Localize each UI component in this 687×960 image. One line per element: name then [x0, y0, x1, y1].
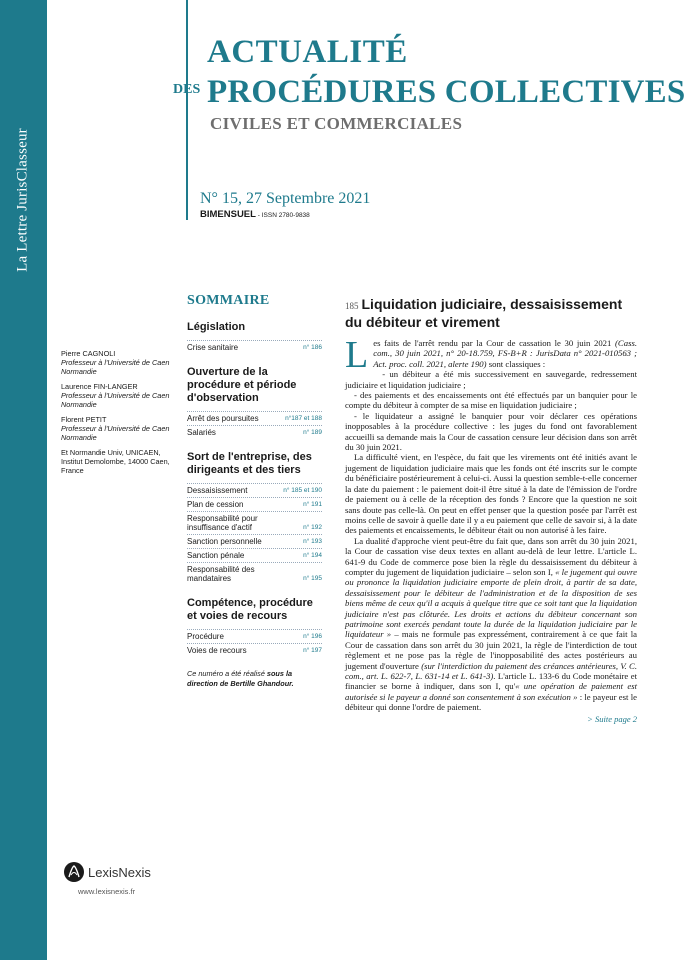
continued-link[interactable]: > Suite page 2	[587, 713, 637, 724]
author	[61, 415, 179, 442]
article-bullet: - le liquidateur a assigné le banquier pour voir déclarer ces opérations inopposables à la procédure collective : les juges du fond ont favorablement accueilli sa demande mais la Cour de cassation censure leur décision dans son arrêt du 30 juin 2021.	[345, 410, 637, 453]
toc-section	[187, 366, 322, 439]
toc-entry-ref: n° 185 et 190	[283, 487, 322, 494]
issue-number-date: N° 15, 27 Septembre 2021	[200, 190, 371, 207]
sidebar-band	[0, 0, 47, 960]
paragraph-text: . L'article L. 133-6 du Code monétaire et financier se borne à indiquer, dans son I, qu'	[345, 671, 637, 692]
citation: (sur l'interdiction du paiement des créances antérieures, V. C. com., art. L. 622-7, L. 631-14 et L. 641-3)	[345, 660, 637, 681]
toc-entry-label: Responsabilité des mandataires	[187, 565, 255, 583]
toc-entry-ref: n° 192	[303, 524, 322, 531]
quotation: « une opération de paiement est autorisée si le payeur a donné son consentement à son exécution »	[345, 681, 637, 702]
author-institution	[61, 448, 179, 475]
toc-entry[interactable]	[187, 643, 322, 657]
author-affiliation: Professeur à l'Université de Caen Normandie	[61, 358, 170, 376]
toc-section	[187, 597, 322, 657]
credit-text: Ce numéro a été réalisé	[187, 669, 267, 678]
editorial-credit	[187, 669, 322, 688]
author	[61, 349, 179, 376]
author-name: Florent PETIT	[61, 415, 107, 424]
toc-entry[interactable]	[187, 497, 322, 511]
article-number: 185	[345, 301, 359, 311]
toc-section-heading: Législation	[187, 321, 246, 333]
drop-cap: L	[345, 334, 369, 376]
author-name: Laurence FIN-LANGER	[61, 382, 138, 391]
masthead-line2: PROCÉDURES COLLECTIVES	[207, 74, 686, 110]
author-affiliation: Professeur à l'Université de Caen Normandie	[61, 424, 170, 442]
publication-series-title: La Lettre JurisClasseur	[14, 128, 31, 272]
toc-entry-ref: n° 191	[303, 501, 322, 508]
lexisnexis-logo-icon	[63, 861, 85, 883]
toc-entry-ref: n° 197	[303, 647, 322, 654]
issue-frequency	[200, 209, 310, 220]
institution-name: Et Normandie Univ, UNICAEN, Institut Demolombe, 14000 Caen, France	[61, 448, 170, 475]
toc-entry[interactable]	[187, 548, 322, 562]
toc-entry-label: Salariés	[187, 428, 216, 437]
paragraph-text: sont classiques :	[486, 358, 546, 369]
toc-entry-ref: n° 195	[303, 575, 322, 582]
toc-entry-label: Crise sanitaire	[187, 343, 239, 352]
toc-entry-ref: n° 193	[303, 538, 322, 545]
masthead-line1: ACTUALITÉ	[207, 34, 408, 70]
toc-entry-label: Procédure	[187, 632, 224, 641]
toc-entry-label: Responsabilité pour insuffisance d'actif	[187, 514, 258, 532]
header-rule	[186, 0, 188, 220]
masthead-des: DES	[173, 82, 201, 97]
logo-wordmark: LexisNexis	[88, 865, 151, 880]
authors-list	[61, 349, 179, 481]
lexisnexis-logo	[63, 861, 193, 885]
toc-section-heading: Ouverture de la procédure et période d'observation	[187, 366, 297, 404]
article-heading	[345, 296, 637, 330]
toc-section	[187, 321, 322, 354]
website-link[interactable]: www.lexisnexis.fr	[78, 887, 136, 896]
table-of-contents	[187, 293, 322, 688]
quotation: « le jugement qui ouvre ou prononce la liquidation judiciaire emporte de plein droit, à partir de sa date, dessaisissement pour le débiteur de l'administration et de la disposition de ses biens même de ceux qu'il a acquis à quelque titre que ce soit tant que la liquidation judiciaire n'est pas clôturée. Les droits et actions du débiteur concernant son patrimoine sont exercés pendant toute la durée de la liquidation judiciaire par le liquidateur »	[345, 566, 637, 640]
masthead-subtitle: CIVILES ET COMMERCIALES	[210, 114, 463, 133]
credit-direction: sous la direction de Bertille Ghandour.	[187, 669, 294, 688]
toc-entry-label: Arrêt des poursuites	[187, 414, 259, 423]
author	[61, 382, 179, 409]
toc-section	[187, 451, 322, 585]
toc-entry-label: Dessaisissement	[187, 486, 248, 495]
author-affiliation: Professeur à l'Université de Caen Normandie	[61, 391, 170, 409]
article-bullet: - des paiements et des encaissements ont été effectués par un banquier pour le compte du débiteur à compter de sa mise en liquidation judiciaire ;	[345, 390, 637, 411]
article-title: Liquidation judiciaire, dessaisissement du débiteur et virement	[345, 296, 623, 330]
toc-entry[interactable]	[187, 534, 322, 548]
toc-entry-ref: n° 186	[303, 344, 322, 351]
toc-entry-label: Voies de recours	[187, 646, 247, 655]
paragraph-text: – mais ne formule pas expressément, contrairement à ce que fait la Cour de cassation dans son arrêt du 30 juin 2021, la règle de l'interdiction de tout règlement et ne pose pas la règle de l'inopposabilité des actes postérieurs au jugement d'ouverture	[345, 629, 637, 671]
toc-entry-ref: n°187 et 188	[285, 415, 322, 422]
paragraph-text: es faits de l'arrêt rendu par la Cour de cassation le 30 juin 2021	[373, 338, 616, 348]
toc-entry-label: Sanction personnelle	[187, 537, 262, 546]
toc-entry-label: Sanction pénale	[187, 551, 245, 560]
paragraph-text: : le payeur est le débiteur qui donne l'ordre de paiement.	[345, 691, 637, 713]
toc-section-heading: Compétence, procédure et voies de recours	[187, 597, 313, 622]
citation: (Cass. com., 30 juin 2021, n° 20-18.759, FS-B+R : JurisData n° 2021-010563 ; Act. proc. coll. 2021, alerte 190)	[373, 338, 637, 369]
author-name: Pierre CAGNOLI	[61, 349, 116, 358]
toc-entry[interactable]	[187, 411, 322, 425]
paragraph-text: La dualité d'approche vient peut-être du fait que, dans son arrêt du 30 juin 2021, la Cour de cassation vise deux textes en allant au-delà de leur lettre. L'article L. 641-9 du Code de commerce pose bien la règle du dessaisissement du débiteur à compter du jugement de liquidation judiciaire – selon son I,	[345, 535, 637, 577]
article-paragraph	[345, 334, 637, 376]
toc-entry-ref: n° 196	[303, 633, 322, 640]
toc-entry[interactable]	[187, 425, 322, 439]
frequency-label: BIMENSUEL	[200, 209, 256, 220]
toc-entry[interactable]	[187, 562, 322, 585]
article-paragraph: La difficulté vient, en l'espèce, du fait que les virements ont été initiés avant le jugement de liquidation judiciaire mais que les fonds ont été inscrits sur le compte du bénéficiaire postérieurement à celui-ci. Aussi la question semble-t-elle concerner la date du paiement : le paiement doit-il être situé à la date de l'émission de l'ordre de paiement ou à celle de la réception des fonds ? Encore que la question ne soit sans doute pas celle-là. On peut en effet penser que la question posée par l'arrêt est moins celle de savoir à quelle date il y a eu paiement que celle de savoir si, à la date des paiements et encaissements, le débiteur était ou non autorisé à les faire.	[345, 452, 637, 536]
toc-entry-label: Plan de cession	[187, 500, 244, 509]
toc-entry-ref: n° 189	[303, 429, 322, 436]
toc-entry[interactable]	[187, 340, 322, 354]
toc-title: SOMMAIRE	[187, 293, 270, 308]
toc-entry[interactable]	[187, 483, 322, 497]
article-paragraph	[345, 536, 637, 713]
toc-section-heading: Sort de l'entreprise, des dirigeants et des tiers	[187, 451, 312, 476]
toc-entry[interactable]	[187, 511, 322, 534]
article-bullet: - un débiteur a été mis successivement en sauvegarde, redressement judiciaire et liquidation judiciaire ;	[345, 369, 637, 390]
toc-entry-ref: n° 194	[303, 552, 322, 559]
toc-entry[interactable]	[187, 629, 322, 643]
lead-article	[345, 296, 637, 724]
issn: - ISSN 2780-9838	[255, 212, 310, 219]
